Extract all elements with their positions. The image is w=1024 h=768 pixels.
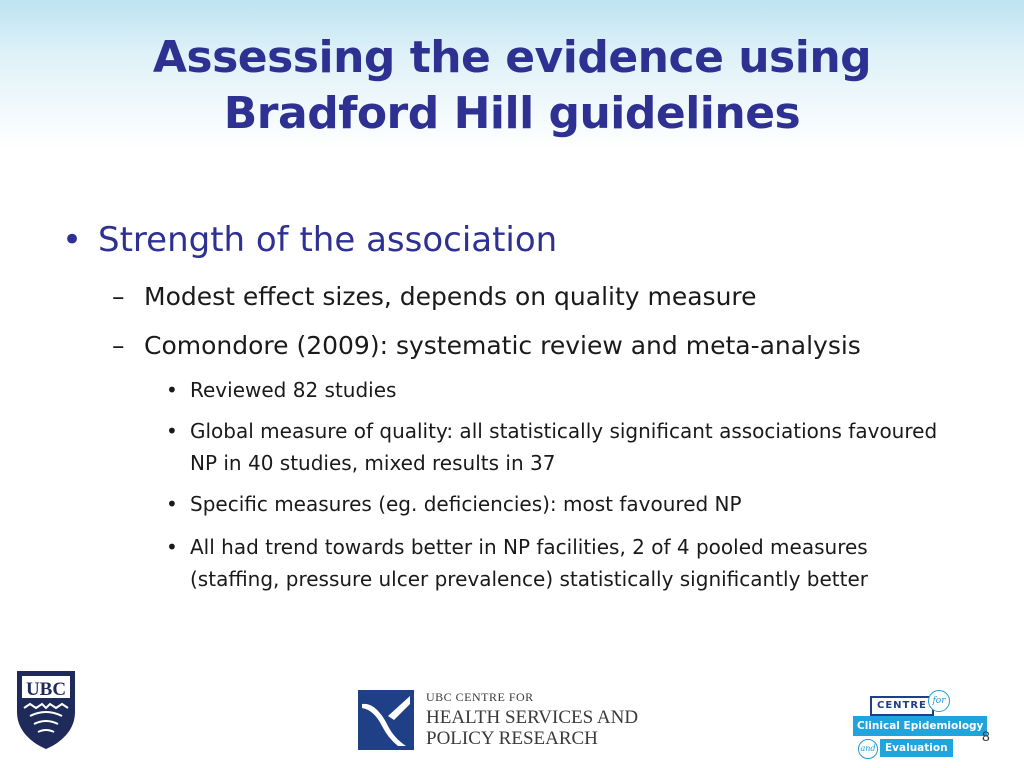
chspr-line-3: POLICY RESEARCH (426, 728, 598, 749)
bullet-marker: • (62, 220, 83, 260)
bullet-text: Reviewed 82 studies (190, 378, 397, 402)
bullet-marker: • (166, 535, 178, 559)
bullet-level2 (112, 281, 757, 313)
bullet-marker: • (166, 378, 178, 402)
bullet-text: Global measure of quality: all statistically significant associations favoured NP in 40 studies, mixed results in 37 (190, 419, 938, 475)
bullet-marker: • (166, 492, 178, 516)
bullet-level1 (62, 218, 557, 262)
dash-marker: – (112, 331, 125, 360)
bullet-text: Specific measures (eg. deficiencies): most favoured NP (190, 492, 742, 516)
bullet-level3 (166, 374, 956, 406)
chspr-line-2: HEALTH SERVICES AND (426, 707, 639, 728)
chspr-line-1: UBC CENTRE FOR (426, 690, 534, 704)
cce-centre: CENTRE (870, 696, 934, 716)
bullet-level3 (166, 531, 886, 595)
bullet-level2 (112, 330, 861, 362)
bullet-text: Modest effect sizes, depends on quality measure (144, 282, 757, 311)
chspr-logo (358, 690, 648, 752)
bullet-text: Comondore (2009): systematic review and meta-analysis (144, 331, 861, 360)
ubc-crest-icon (14, 668, 78, 750)
cce-and: and (858, 739, 878, 759)
bullet-text: Strength of the association (98, 220, 558, 260)
cce-clinical: Clinical Epidemiology (853, 716, 987, 736)
title-line-1: Assessing the evidence using (152, 32, 872, 83)
cce-logo (850, 690, 984, 760)
bullet-level3 (166, 488, 956, 520)
ubc-text: UBC (25, 679, 67, 700)
chspr-logo-icon (358, 690, 414, 750)
bullet-text: All had trend towards better in NP facilities, 2 of 4 pooled measures (staffing, pressure ulcer prevalence) statistically significantly better (190, 535, 868, 591)
page-number: 8 (982, 728, 990, 744)
bullet-marker: • (166, 419, 178, 443)
cce-for: for (928, 690, 950, 712)
dash-marker: – (112, 282, 125, 311)
bullet-level3 (166, 415, 956, 479)
cce-evaluation: Evaluation (880, 739, 953, 757)
title-line-2: Bradford Hill guidelines (223, 88, 801, 139)
